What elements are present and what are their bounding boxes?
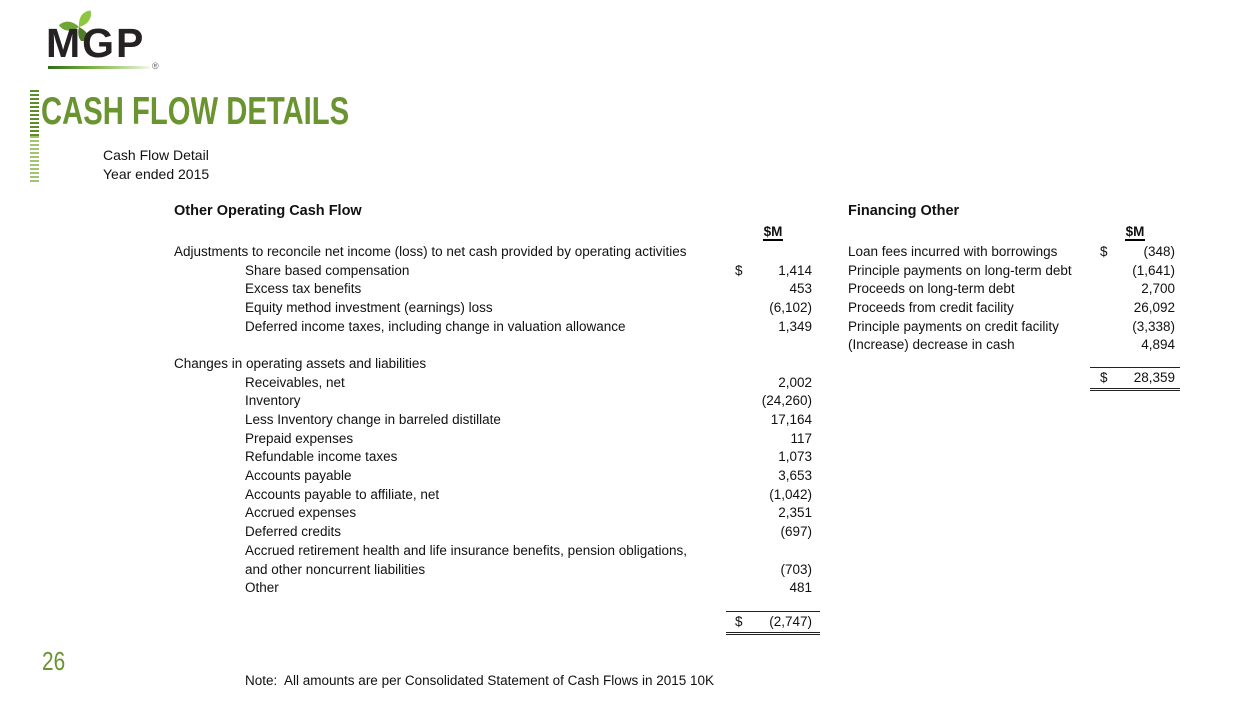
row-label: Other (245, 580, 279, 596)
table-row (848, 336, 1180, 355)
row-label: Accounts payable to affiliate, net (245, 486, 440, 502)
total-row (174, 611, 820, 635)
logo-underline (48, 66, 150, 69)
currency-symbol (726, 411, 735, 430)
column-header-row (174, 224, 820, 243)
row-value (726, 467, 820, 486)
currency-symbol: $ (1100, 370, 1108, 386)
row-label: Share based compensation (245, 262, 410, 278)
currency-symbol (726, 430, 735, 449)
row-amount: 2,002 (778, 374, 812, 390)
currency-symbol (726, 448, 735, 467)
row-value (1090, 243, 1180, 262)
row-amount (812, 542, 820, 561)
table-row (174, 448, 820, 467)
table-row (174, 392, 820, 411)
table-row (174, 579, 820, 598)
currency-symbol (726, 280, 735, 299)
section-header: Adjustments to reconcile net income (loss) to net cash provided by operating activities (174, 244, 687, 259)
row-label: Principle payments on credit facility (848, 318, 1059, 334)
row-label: Inventory (245, 393, 301, 409)
row-label: and other noncurrent liabilities (245, 561, 426, 577)
row-amount: 2,351 (778, 505, 812, 521)
currency-symbol (726, 467, 735, 486)
row-value (1090, 299, 1180, 318)
row-amount: (6,102) (769, 300, 812, 316)
row-label: Receivables, net (245, 374, 345, 390)
row-amount: (1,042) (769, 486, 812, 502)
row-value (726, 262, 820, 281)
table-row (174, 504, 820, 523)
total-value (726, 611, 820, 635)
row-label: Loan fees incurred with borrowings (848, 244, 1058, 259)
total-spacer (174, 598, 820, 611)
table-title: Financing Other (848, 203, 960, 219)
row-amount: 481 (789, 580, 812, 596)
section-spacer (174, 336, 820, 355)
currency-symbol (1090, 299, 1100, 318)
amount-column-header: $M (763, 224, 783, 239)
row-amount: 117 (790, 430, 812, 446)
table-row (174, 430, 820, 449)
table-row (174, 262, 820, 281)
row-value (1090, 318, 1180, 337)
row-value (726, 392, 820, 411)
row-amount: 1,349 (778, 318, 812, 334)
other-operating-cash-flow-table (174, 203, 820, 635)
table-row (848, 299, 1180, 318)
section-header-row (174, 243, 820, 262)
total-row-spacer (174, 611, 726, 635)
subtitle-line-1: Cash Flow Detail (103, 147, 209, 163)
table-row (848, 318, 1180, 337)
row-value (1090, 262, 1180, 281)
table-row (174, 280, 820, 299)
row-value (726, 523, 820, 542)
row-label: Accrued retirement health and life insurance benefits, pension obligations, (245, 542, 688, 558)
row-label: Deferred credits (245, 524, 342, 540)
row-value (726, 542, 820, 561)
row-value (1090, 336, 1180, 355)
dash-ladder-top (30, 90, 39, 136)
row-label: Accounts payable (245, 468, 352, 484)
currency-symbol (726, 579, 735, 598)
total-amount: (2,747) (769, 613, 812, 629)
amount-column-header: $M (1125, 224, 1145, 239)
row-amount: 4,894 (1141, 337, 1175, 353)
footnote: Note: All amounts are per Consolidated Statement of Cash Flows in 2015 10K (245, 673, 715, 688)
row-value (726, 411, 820, 430)
row-label: Principle payments on long-term debt (848, 262, 1072, 278)
currency-symbol (1090, 262, 1100, 281)
financing-other-table (848, 203, 1180, 391)
row-label: Prepaid expenses (245, 430, 354, 446)
row-value (726, 280, 820, 299)
row-label: Proceeds from credit facility (848, 300, 1014, 316)
currency-symbol (726, 561, 735, 580)
table-row (174, 374, 820, 393)
row-label: Proceeds on long-term debt (848, 281, 1015, 297)
total-row (848, 367, 1180, 391)
row-label: Refundable income taxes (245, 449, 398, 465)
currency-symbol (726, 318, 735, 337)
dash-ladder-decoration (30, 90, 39, 182)
table-row (174, 411, 820, 430)
row-value (726, 579, 820, 598)
currency-symbol (726, 392, 735, 411)
currency-symbol: $ (735, 262, 743, 278)
row-amount: 3,653 (778, 468, 812, 484)
row-amount: 26,092 (1133, 300, 1175, 316)
column-header-row (848, 224, 1180, 243)
row-amount: 1,414 (778, 262, 812, 278)
row-value (726, 430, 820, 449)
row-value (726, 504, 820, 523)
total-row-spacer (848, 367, 1090, 391)
row-value (726, 299, 820, 318)
row-amount: (3,338) (1132, 318, 1175, 334)
row-value (726, 374, 820, 393)
currency-symbol (726, 504, 735, 523)
row-label: (Increase) decrease in cash (848, 337, 1015, 353)
currency-symbol (1090, 336, 1100, 355)
dash-ladder-bottom (30, 136, 39, 182)
total-value (1090, 367, 1180, 391)
row-amount: 453 (789, 281, 812, 297)
mgp-logo (46, 5, 206, 80)
table-row (174, 561, 820, 580)
currency-symbol (726, 523, 735, 542)
currency-symbol (726, 486, 735, 505)
row-amount: 1,073 (778, 449, 812, 465)
row-label: Accrued expenses (245, 505, 357, 521)
section-header-row (174, 355, 820, 374)
subtitle-line-2: Year ended 2015 (103, 166, 210, 182)
section-header: Changes in operating assets and liabilities (174, 355, 427, 371)
total-spacer (848, 355, 1180, 367)
row-amount: (24,260) (761, 393, 812, 409)
currency-symbol (1090, 318, 1100, 337)
row-value (726, 448, 820, 467)
table-row (174, 486, 820, 505)
row-amount: (348) (1143, 244, 1175, 259)
page-number: 26 (42, 646, 66, 676)
page-title: CASH FLOW DETAILS (41, 90, 350, 133)
currency-symbol (726, 542, 735, 561)
table-title: Other Operating Cash Flow (174, 203, 362, 219)
currency-symbol: $ (1100, 244, 1108, 259)
table-row (174, 542, 820, 561)
row-amount: 2,700 (1141, 281, 1175, 297)
row-label: Deferred income taxes, including change in valuation allowance (245, 318, 626, 334)
row-label: Excess tax benefits (245, 281, 362, 297)
table-row (848, 280, 1180, 299)
currency-symbol (1090, 280, 1100, 299)
table-row (848, 243, 1180, 262)
row-amount: (697) (780, 524, 812, 540)
logo-wordmark: MGP (46, 20, 146, 66)
registered-trademark-symbol: ® (152, 61, 159, 71)
row-value (1090, 280, 1180, 299)
row-amount: 17,164 (770, 412, 812, 427)
currency-symbol (726, 299, 735, 318)
row-value (726, 486, 820, 505)
total-amount: 28,359 (1133, 370, 1175, 386)
table-row (848, 262, 1180, 281)
table-row (174, 299, 820, 318)
row-amount: (1,641) (1132, 262, 1175, 278)
row-value (726, 561, 820, 580)
table-row (174, 523, 820, 542)
currency-symbol: $ (735, 613, 743, 629)
row-label: Equity method investment (earnings) loss (245, 300, 493, 316)
table-row (174, 318, 820, 337)
currency-symbol (726, 374, 735, 393)
table-row (174, 467, 820, 486)
row-amount: (703) (780, 561, 812, 577)
row-label: Less Inventory change in barreled distillate (245, 412, 501, 427)
row-value (726, 318, 820, 337)
